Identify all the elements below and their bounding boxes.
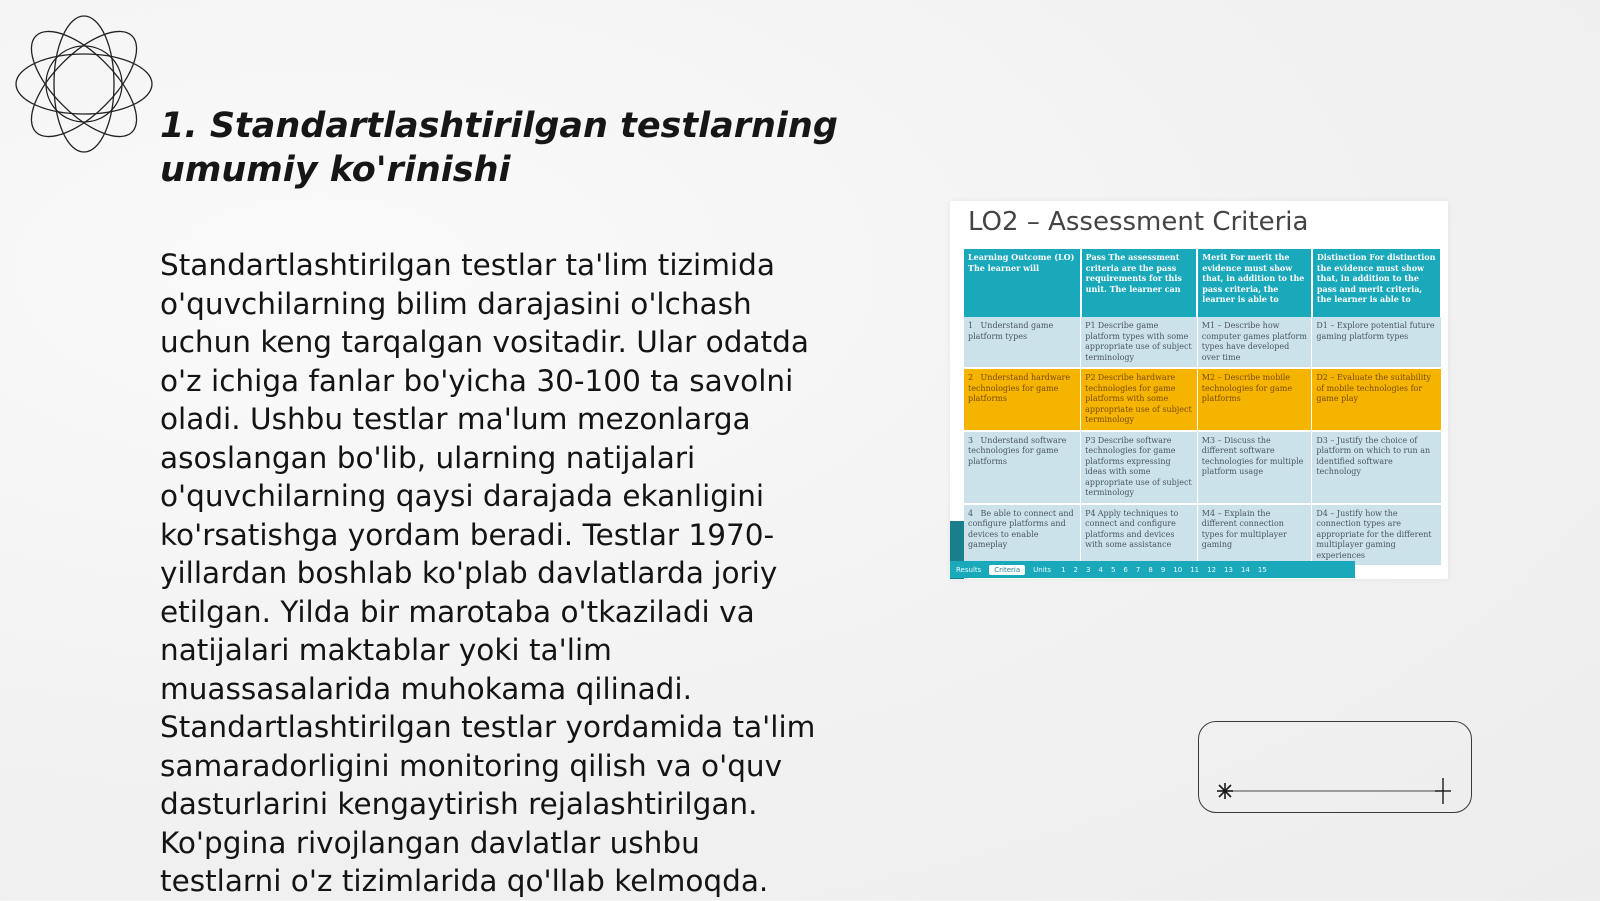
assessment-criteria-image (950, 201, 1448, 579)
slider-graphic (1199, 722, 1471, 812)
header-merit: Merit For merit the evidence must show that, in addition to the pass criteria, the learner is able to (1197, 249, 1312, 317)
pass-cell: Describe game platform types with some appropriate use of subject terminology (1085, 321, 1192, 362)
nav-page: 10 (1173, 565, 1183, 574)
image-heading: LO2 – Assessment Criteria (968, 207, 1309, 237)
table-row (964, 504, 1441, 566)
pass-cell: Describe software technologies for game platforms expressing ideas with some appropriate use of subject terminology (1085, 435, 1192, 497)
nav-criteria: Criteria (989, 565, 1025, 575)
nav-page: 12 (1207, 565, 1217, 574)
pass-cell: Apply techniques to connect and configure platforms and devices with some assistance (1085, 508, 1179, 549)
nav-page: 6 (1123, 565, 1128, 574)
nav-page: 14 (1240, 565, 1250, 574)
nav-page: 15 (1257, 565, 1267, 574)
table-row (964, 368, 1441, 431)
decorative-slider-frame (1198, 721, 1472, 813)
table-row (964, 317, 1441, 368)
slide-navigation-bar (950, 561, 1355, 578)
nav-page: 9 (1160, 565, 1166, 574)
interlocking-circles-icon (10, 10, 158, 158)
pass-code: P3 (1085, 435, 1096, 445)
nav-page: 2 (1073, 565, 1078, 574)
table-row (964, 431, 1441, 504)
nav-units: Units (1033, 565, 1052, 574)
nav-results: Results (956, 565, 982, 574)
merit-cell: M2 – Describe mobile technologies for game platforms (1197, 368, 1312, 431)
nav-page: 3 (1086, 565, 1091, 574)
header-learning-outcome: Learning Outcome (LO) The learner will (964, 249, 1081, 317)
plus-icon (1435, 778, 1451, 804)
pass-code: P2 (1085, 373, 1096, 382)
slide-title: 1. Standartlashtirilgan testlarning umumiy ko'rinishi (160, 106, 838, 190)
merit-cell: M4 – Explain the different connection types for multiplayer gaming (1197, 504, 1312, 566)
learning-outcome-cell: Be able to connect and configure platforms and devices to enable gameplay (968, 508, 1074, 549)
slide-body-text: Standartlashtirilgan testlar ta'lim tizimida o'quvchilarning bilim darajasini o'lchash uchun keng tarqalgan vositadir. Ular odatda o'z ichiga fanlar bo'yicha 30-100 ta savolni oladi. Ushbu testlar ma'lum mezonlarga asoslangan bo'lib, ularning natijalari o'quvchilarning qaysi darajada ekanligini ko'rsatishga yordam beradi. Testlar 1970-yillardan boshlab ko'plab davlatlarda joriy etilgan. Yilda bir marotaba o'tkaziladi va natijalari maktablar yoki ta'lim muassasalarida muhokama qilinadi. Standartlashtirilgan testlar yordamida ta'lim samaradorligini monitoring qilish va o'quv dasturlarini kengaytirish rejalashtirilgan. Ko'pgina rivojlangan davlatlar ushbu testlarni o'z tizimlarida qo'llab kelmoqda. (160, 248, 816, 898)
learning-outcome-cell: Understand software technologies for game platforms (968, 435, 1067, 466)
distinction-cell: D3 – Justify the choice of platform on which to run an identified software technology (1312, 431, 1441, 504)
nav-page: 11 (1190, 565, 1200, 574)
learning-outcome-cell: Understand hardware technologies for game platforms (968, 373, 1071, 403)
distinction-cell: D1 – Explore potential future gaming platform types (1312, 317, 1441, 368)
row-number: 3 (968, 435, 974, 445)
nav-page: 13 (1224, 565, 1233, 574)
nav-page: 1 (1061, 565, 1066, 574)
row-number: 1 (968, 321, 974, 330)
nav-page: 5 (1110, 565, 1116, 574)
nav-page: 4 (1098, 565, 1103, 574)
row-number: 2 (968, 373, 974, 382)
nav-page: 8 (1148, 565, 1153, 574)
pass-code: P4 (1085, 508, 1096, 518)
header-pass: Pass The assessment criteria are the pass requirements for this unit. The learner can (1081, 249, 1198, 317)
pass-code: P1 (1085, 321, 1096, 330)
distinction-cell: D2 – Evaluate the suitability of mobile technologies for game play (1312, 368, 1441, 431)
distinction-cell: D4 – Justify how the connection types are appropriate for the different multiplayer gaming experiences (1312, 504, 1441, 566)
sparkle-icon (1217, 783, 1233, 799)
merit-cell: M1 – Describe how computer games platform types have developed over time (1197, 317, 1312, 368)
merit-cell: M3 – Discuss the different software technologies for multiple platform usage (1197, 431, 1312, 504)
criteria-table (964, 249, 1442, 565)
header-distinction: Distinction For distinction the evidence must show that, in addition to the pass and merit criteria, the learner is able to (1312, 249, 1441, 317)
learning-outcome-cell: Understand game platform types (968, 321, 1054, 341)
row-number: 4 (968, 508, 974, 518)
nav-page: 7 (1135, 565, 1141, 574)
pass-cell: Describe hardware technologies for game platforms with some appropriate use of subject terminology (1085, 373, 1192, 424)
